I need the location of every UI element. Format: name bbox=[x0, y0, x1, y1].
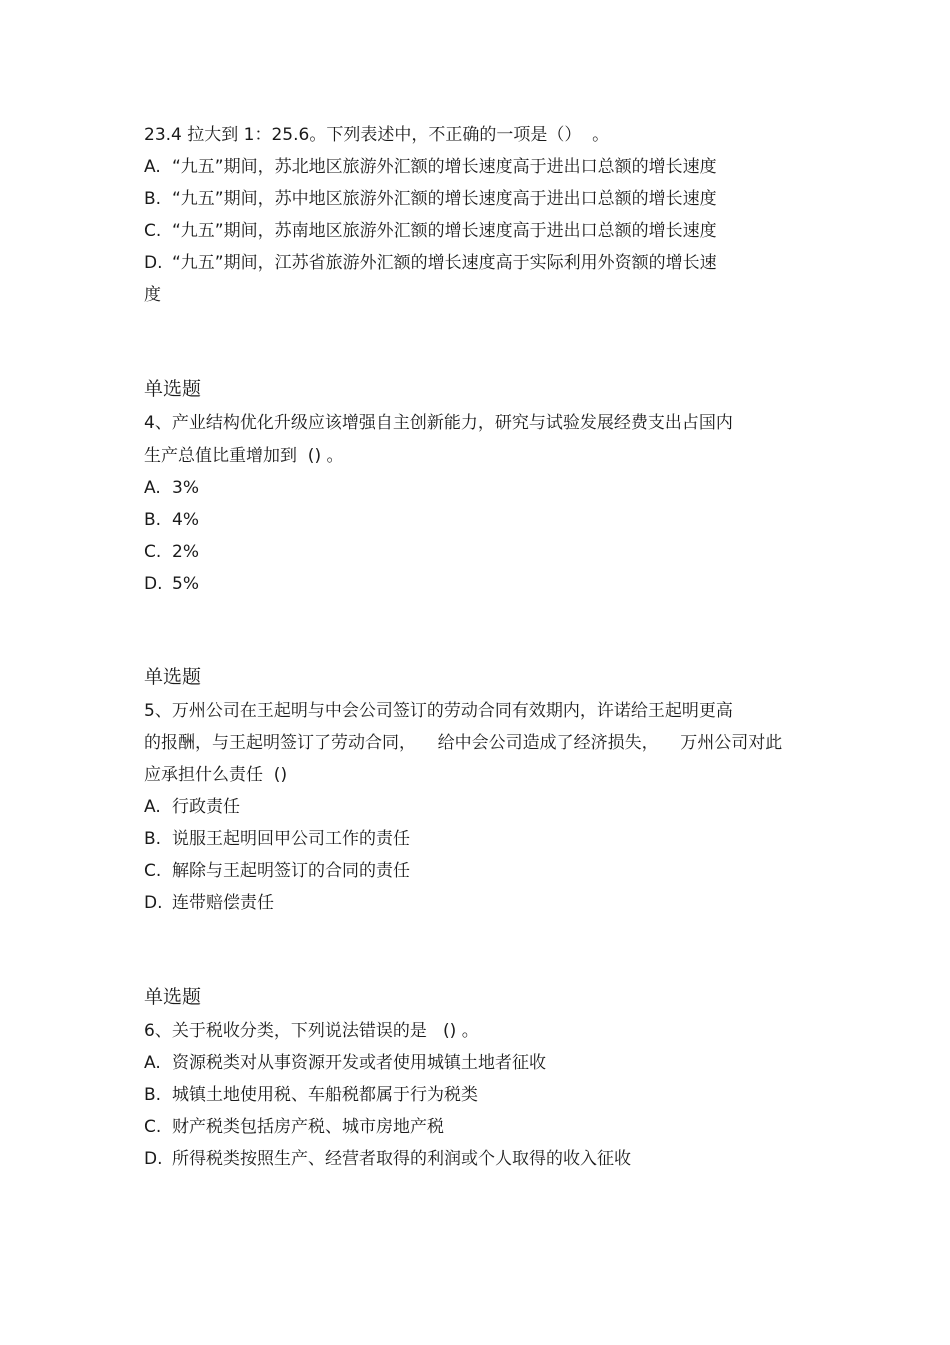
q4-option-c: C. 2% bbox=[144, 542, 199, 562]
q6-option-a: A. 资源税类对从事资源开发或者使用城镇土地者征收 bbox=[144, 1053, 546, 1073]
q5-stem-line-1: 5、万州公司在王起明与中会公司签订的劳动合同有效期内，许诺给王起明更高 bbox=[144, 701, 733, 721]
q4-type-heading: 单选题 bbox=[144, 378, 202, 400]
q5-stem-line-3: 应承担什么责任 () bbox=[144, 765, 288, 785]
q4-stem-line-1: 4、产业结构优化升级应该增强自主创新能力，研究与试验发展经费支出占国内 bbox=[144, 413, 733, 433]
q4-option-d: D. 5% bbox=[144, 574, 199, 594]
q4-option-b: B. 4% bbox=[144, 510, 199, 530]
q3-option-a: A. “九五”期间，苏北地区旅游外汇额的增长速度高于进出口总额的增长速度 bbox=[144, 157, 717, 177]
q6-type-heading: 单选题 bbox=[144, 986, 202, 1008]
q6-option-d: D. 所得税类按照生产、经营者取得的利润或个人取得的收入征收 bbox=[144, 1149, 631, 1169]
q6-option-c: C. 财产税类包括房产税、城市房地产税 bbox=[144, 1117, 444, 1137]
q4-option-a: A. 3% bbox=[144, 478, 199, 498]
q3-stem-tail: 23.4 拉大到 1：25.6。下列表述中，不正确的一项是（） 。 bbox=[144, 125, 610, 145]
q3-option-d: D. “九五”期间，江苏省旅游外汇额的增长速度高于实际利用外资额的增长速 bbox=[144, 253, 717, 273]
q6-stem-line-1: 6、关于税收分类，下列说法错误的是 () 。 bbox=[144, 1021, 479, 1041]
q5-option-c: C. 解除与王起明签订的合同的责任 bbox=[144, 861, 410, 881]
q5-type-heading: 单选题 bbox=[144, 666, 202, 688]
q3-option-b: B. “九五”期间，苏中地区旅游外汇额的增长速度高于进出口总额的增长速度 bbox=[144, 189, 717, 209]
q3-option-c: C. “九五”期间，苏南地区旅游外汇额的增长速度高于进出口总额的增长速度 bbox=[144, 221, 717, 241]
q5-option-d: D. 连带赔偿责任 bbox=[144, 893, 274, 913]
q6-option-b: B. 城镇土地使用税、车船税都属于行为税类 bbox=[144, 1085, 478, 1105]
q4-stem-line-2: 生产总值比重增加到 () 。 bbox=[144, 446, 344, 466]
q5-option-a: A. 行政责任 bbox=[144, 797, 240, 817]
q5-option-b: B. 说服王起明回甲公司工作的责任 bbox=[144, 829, 410, 849]
q3-option-d-wrap: 度 bbox=[144, 285, 161, 305]
q5-stem-line-2: 的报酬，与王起明签订了劳动合同， 给中会公司造成了经济损失， 万州公司对此 bbox=[144, 733, 783, 753]
